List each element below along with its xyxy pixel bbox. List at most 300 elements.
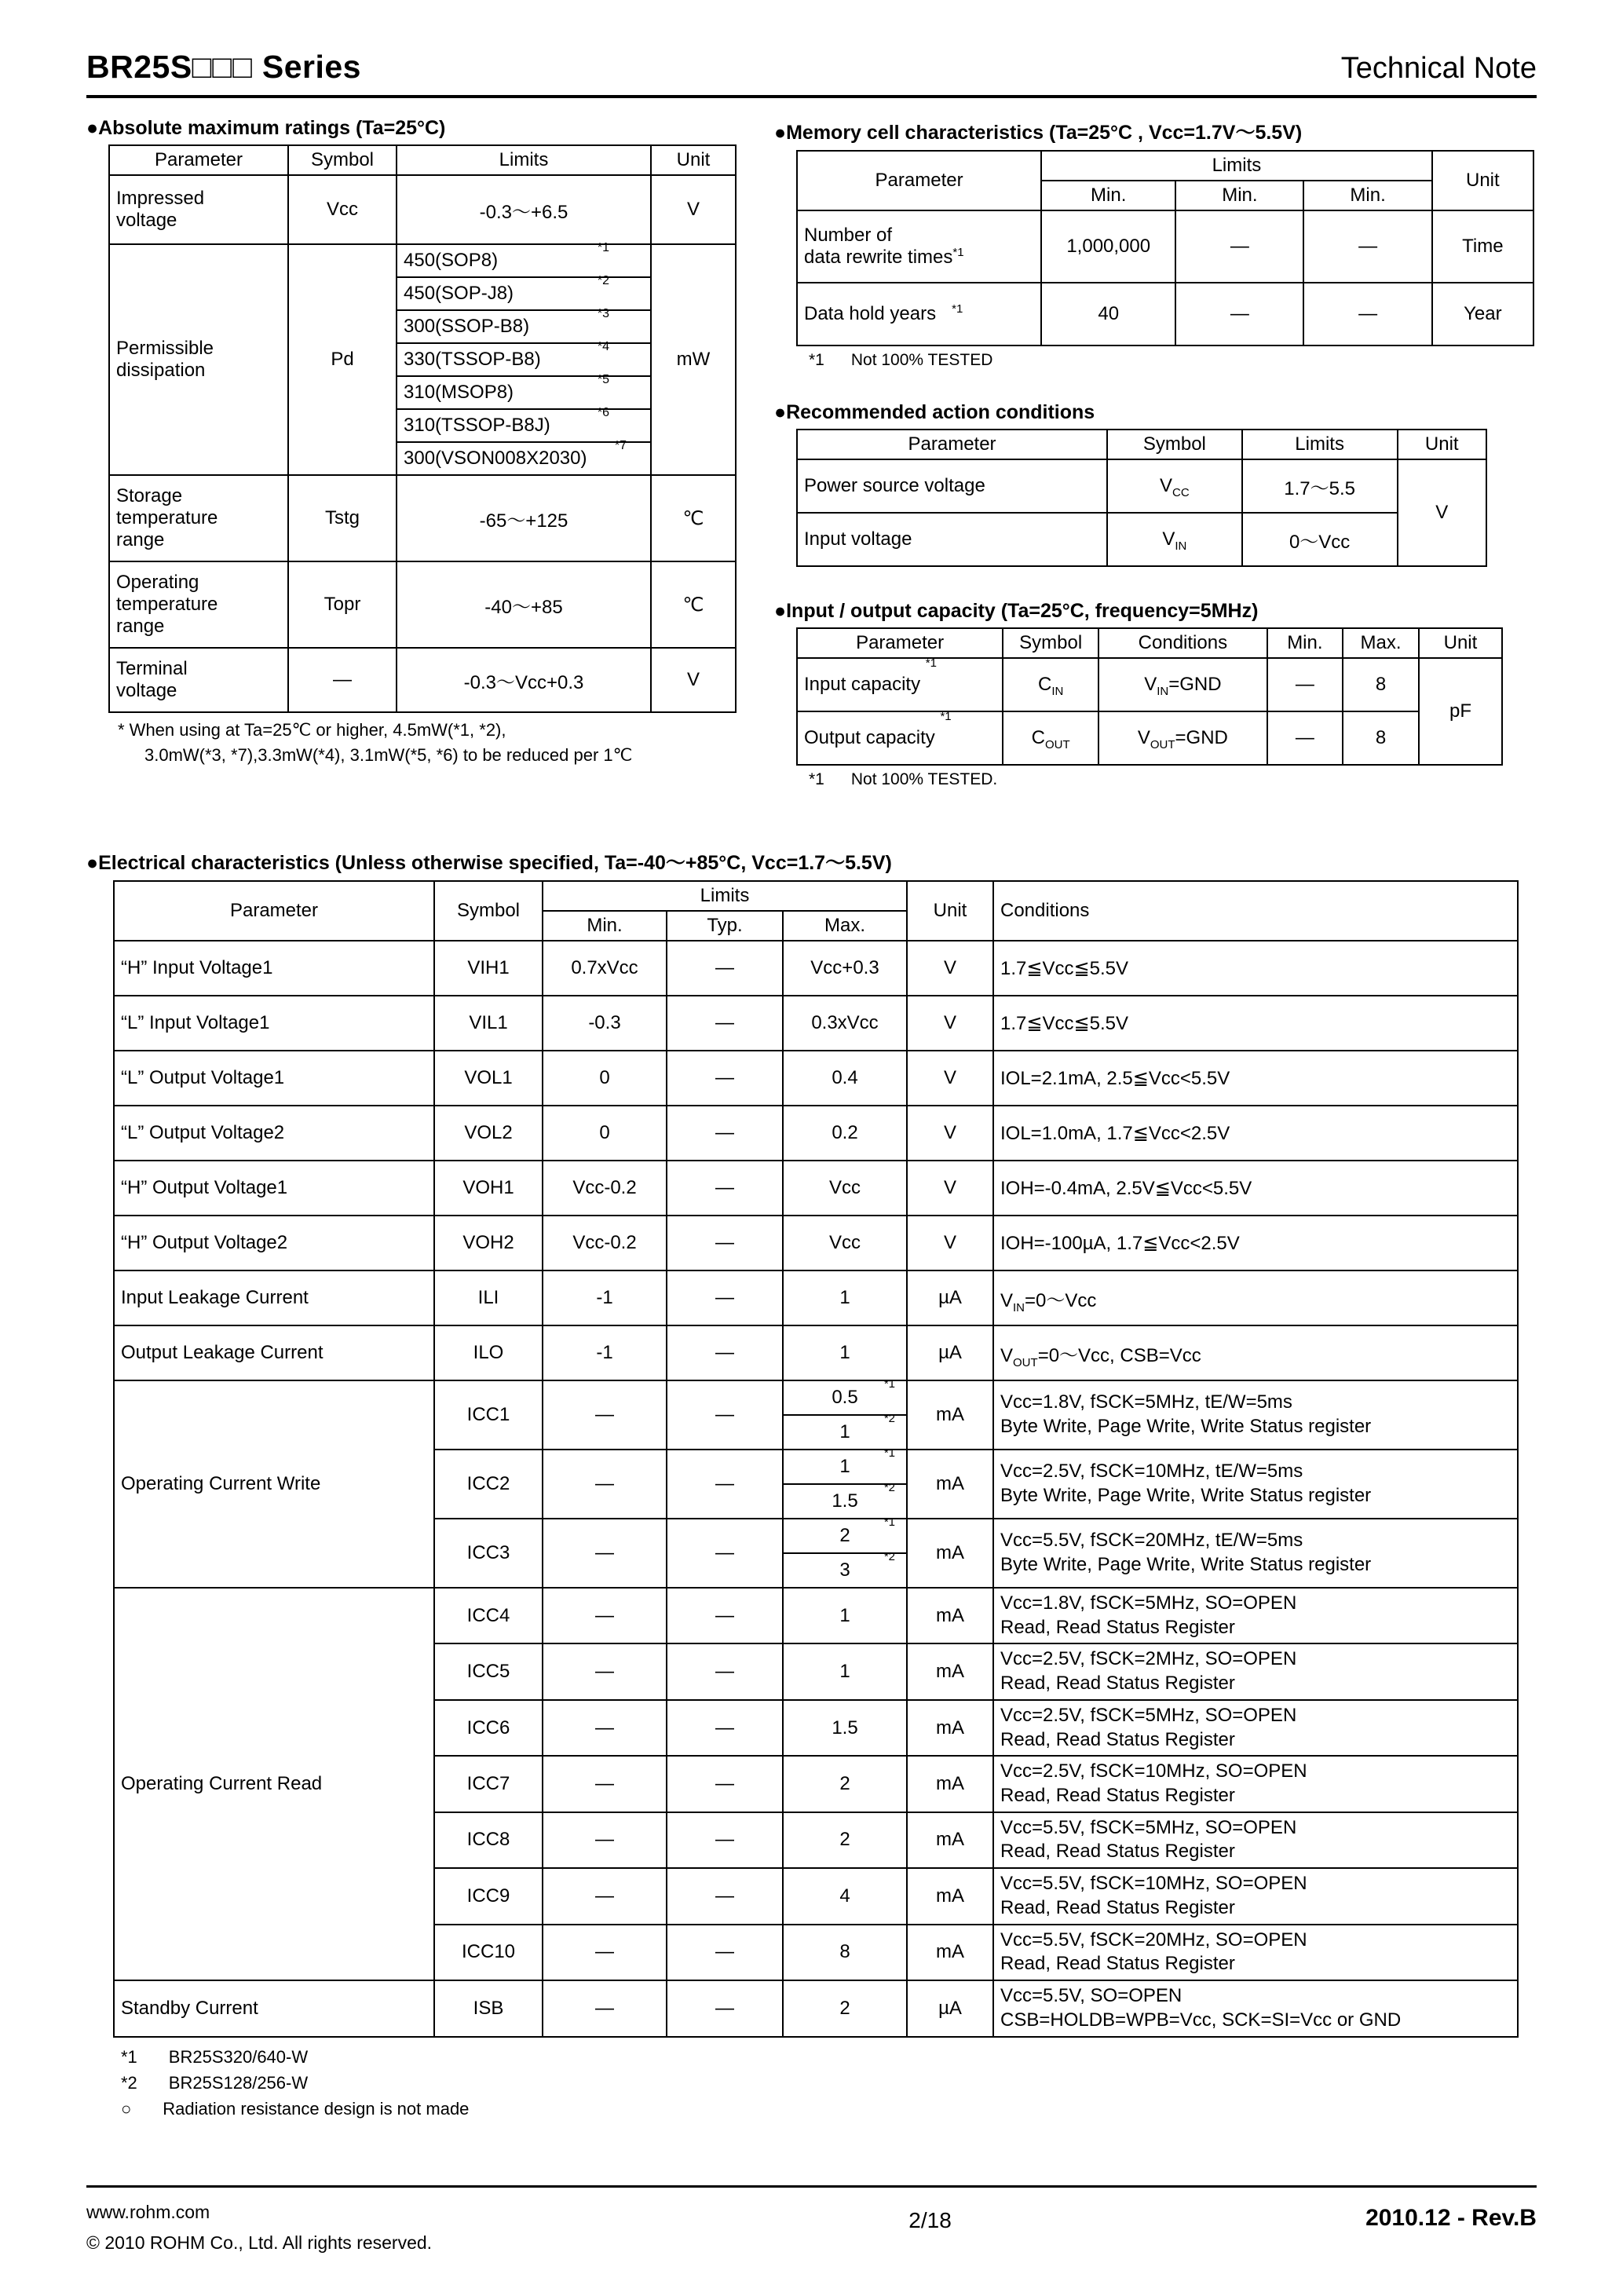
col-header-min-3: Min. xyxy=(1303,181,1431,210)
rec-row-input-voltage-limits: 0～Vcc xyxy=(1242,513,1398,566)
ec-cond-line2: Read, Read Status Register xyxy=(1000,1728,1235,1750)
footer-left xyxy=(86,2197,495,2258)
recommended-caption: ●Recommended action conditions xyxy=(774,401,1095,423)
ec-row-unit: mA xyxy=(907,1756,993,1812)
ec-row-max: 1 xyxy=(783,1270,907,1325)
abs-row-storage-temp-parameter: Storage temperature range xyxy=(109,475,288,561)
rec-row-power-source-limits: 1.7～5.5 xyxy=(1242,459,1398,513)
abs-package-limit: 450(SOP-J8) *2 xyxy=(397,277,651,310)
abs-row-permissible-dissipation-parameter: Permissible dissipation xyxy=(109,244,288,475)
io-row-output-capacity-max: 8 xyxy=(1343,711,1419,765)
ec-row-conditions: IOH=-0.4mA, 2.5V≦Vcc<5.5V xyxy=(993,1161,1518,1216)
electrical-footnote-1 xyxy=(121,2044,1537,2070)
footnote-text: BR25S128/256-W xyxy=(168,2072,309,2093)
ec-row-max: 2 xyxy=(783,1756,907,1812)
ec-row-typ: — xyxy=(667,996,783,1051)
ec-cond-line1: Vcc=5.5V, fSCK=20MHz, SO=OPEN xyxy=(1000,1929,1307,1951)
upper-columns xyxy=(86,117,1537,789)
table-row xyxy=(114,1325,1518,1380)
ec-cond-line1: Vcc=5.5V, fSCK=5MHz, SO=OPEN xyxy=(1000,1816,1297,1838)
footer-url[interactable]: www.rohm.com xyxy=(86,2201,210,2222)
memory-cell-caption: ●Memory cell characteristics (Ta=25°C , Vcc=1.7V～5.5V) xyxy=(774,122,1303,144)
abs-row-storage-temp-limits: -65～+125 xyxy=(397,475,651,561)
ec-row-unit: V xyxy=(907,941,993,996)
col-header-min: Min. xyxy=(543,911,667,941)
col-header-unit: Unit xyxy=(1398,430,1486,459)
memory-cell-footnote-text: Not 100% TESTED xyxy=(850,351,993,369)
abs-package-limit: 300(SSOP-B8) *3 xyxy=(397,310,651,343)
page-footer xyxy=(86,2185,1537,2258)
col-header-min-2: Min. xyxy=(1175,181,1303,210)
left-column xyxy=(86,117,737,789)
rec-row-power-source-symbol: $V_{CC}$ xyxy=(1107,459,1242,513)
footer-copyright: © 2010 ROHM Co., Ltd. All rights reserved. xyxy=(86,2232,433,2253)
ec-row-conditions xyxy=(993,1450,1518,1519)
ec-row-symbol: ICC10 xyxy=(434,1925,543,1980)
ec-row-symbol: ICC2 xyxy=(434,1450,543,1519)
ec-row-max: 1 xyxy=(783,1588,907,1643)
col-header-limits-group: Limits xyxy=(1041,151,1432,181)
abs-package-limit: 310(TSSOP-B8J) *6 xyxy=(397,409,651,442)
abs-row-permissible-dissipation-symbol: Pd xyxy=(288,244,397,475)
ec-row-conditions: IOH=-100µA, 1.7≦Vcc<2.5V xyxy=(993,1216,1518,1270)
io-row-output-capacity-parameter: Output capacity *1 xyxy=(797,711,1003,765)
ec-row-unit: µA xyxy=(907,1270,993,1325)
ec-row-symbol: ILO xyxy=(434,1325,543,1380)
ec-row-min: -0.3 xyxy=(543,996,667,1051)
title-placeholder-squares: □□□ xyxy=(192,49,253,85)
table-row xyxy=(114,1588,1518,1643)
mem-row-rewrite-times-unit: Time xyxy=(1432,210,1533,283)
electrical-characteristics-section xyxy=(86,847,1537,2122)
ec-row-min: — xyxy=(543,1980,667,2036)
col-header-max: Max. xyxy=(1343,628,1419,658)
rec-row-input-voltage-symbol: $V_{IN}$ xyxy=(1107,513,1242,566)
ec-row-symbol: ICC6 xyxy=(434,1700,543,1756)
document-type-label: Technical Note xyxy=(1340,52,1537,85)
ec-row-symbol: VOH1 xyxy=(434,1161,543,1216)
electrical-footnote-3 xyxy=(121,2096,1537,2122)
ec-row-conditions xyxy=(993,1812,1518,1868)
ec-row-min: — xyxy=(543,1519,667,1588)
ec-row-unit: V xyxy=(907,996,993,1051)
ec-row-symbol: ICC5 xyxy=(434,1643,543,1699)
ec-row-typ: — xyxy=(667,1756,783,1812)
footnote-text: Radiation resistance design is not made xyxy=(163,2098,470,2119)
ec-row-param: Output Leakage Current xyxy=(114,1325,434,1380)
io-row-input-capacity-parameter: Input capacity *1 xyxy=(797,658,1003,711)
memory-cell-footnote xyxy=(809,351,1537,370)
ec-row-symbol: ICC1 xyxy=(434,1380,543,1450)
ec-row-max: 0.2 xyxy=(783,1106,907,1161)
ec-cond-line1: Vcc=1.8V, fSCK=5MHz, tE/W=5ms xyxy=(1000,1391,1292,1413)
ec-row-max: 4 xyxy=(783,1868,907,1924)
table-row xyxy=(797,513,1486,566)
io-row-output-capacity-conditions: $V_{OUT}=GND$ xyxy=(1098,711,1267,765)
electrical-caption: ●Electrical characteristics (Unless otherwise specified, Ta=-40～+85°C, Vcc=1.7～5.5V) xyxy=(86,852,892,874)
table-row xyxy=(114,1980,1518,2036)
ec-row-min: — xyxy=(543,1450,667,1519)
table-row xyxy=(109,561,736,648)
ec-row-unit: V xyxy=(907,1161,993,1216)
header-divider xyxy=(86,95,1537,98)
title-suffix: Series xyxy=(252,49,361,85)
col-header-symbol: Symbol xyxy=(1003,628,1098,658)
ec-row-symbol: VOH2 xyxy=(434,1216,543,1270)
footnote-mark: *2 xyxy=(121,2072,137,2093)
ec-row-conditions: $V_{IN}=0\sim Vcc$ xyxy=(993,1270,1518,1325)
page-header xyxy=(86,0,1537,86)
ec-max-value-star2: 1 *2 xyxy=(839,1412,895,1442)
revision-label: 2010.12 - Rev.B xyxy=(1365,2204,1537,2231)
ec-row-min: -1 xyxy=(543,1325,667,1380)
table-row xyxy=(114,996,1518,1051)
mem-row-rewrite-times-min2: — xyxy=(1175,210,1303,283)
col-header-limits: Limits xyxy=(1242,430,1398,459)
ec-row-max: 2 xyxy=(783,1812,907,1868)
ec-row-unit: V xyxy=(907,1216,993,1270)
ec-row-typ: — xyxy=(667,1450,783,1519)
abs-row-impressed-voltage-symbol: Vcc xyxy=(288,175,397,244)
ec-row-min: -1 xyxy=(543,1270,667,1325)
ec-row-param: “L” Output Voltage1 xyxy=(114,1051,434,1106)
ec-row-min: — xyxy=(543,1868,667,1924)
ec-row-conditions: 1.7≦Vcc≦5.5V xyxy=(993,941,1518,996)
ec-max-value-star1: 2 *1 xyxy=(784,1519,906,1554)
ec-row-typ: — xyxy=(667,1325,783,1380)
ec-row-unit: µA xyxy=(907,1325,993,1380)
ec-row-max: 8 xyxy=(783,1925,907,1980)
footnote-mark: *1 xyxy=(121,2046,137,2067)
mem-row-data-hold-min2: — xyxy=(1175,283,1303,345)
mem-row-data-hold-unit: Year xyxy=(1432,283,1533,345)
right-column xyxy=(774,117,1537,789)
io-row-input-capacity-conditions: $V_{IN}=GND$ xyxy=(1098,658,1267,711)
ec-row-max: 0.4 xyxy=(783,1051,907,1106)
abs-row-operating-temp-parameter: Operating temperature range xyxy=(109,561,288,648)
ec-row-symbol: VIH1 xyxy=(434,941,543,996)
table-header-row xyxy=(109,145,736,175)
ec-row-min: Vcc-0.2 xyxy=(543,1161,667,1216)
ec-row-param: “H” Input Voltage1 xyxy=(114,941,434,996)
mem-row-rewrite-times-min3: — xyxy=(1303,210,1431,283)
mem-row-rewrite-times-parameter: Number of data rewrite times$^{*1}$ xyxy=(797,210,1041,283)
table-row xyxy=(797,459,1486,513)
table-row xyxy=(109,475,736,561)
ec-row-max: 2 xyxy=(783,1980,907,2036)
ec-cond-line2: Read, Read Status Register xyxy=(1000,1673,1235,1695)
recommended-action-conditions-table xyxy=(796,429,1487,567)
footnote-mark: ○ xyxy=(121,2098,132,2119)
ec-row-conditions xyxy=(993,1643,1518,1699)
ec-row-unit: mA xyxy=(907,1588,993,1643)
ec-cond-line1: Vcc=2.5V, fSCK=10MHz, tE/W=5ms xyxy=(1000,1461,1303,1483)
ec-max-value-star1: 1 *1 xyxy=(784,1450,906,1485)
col-header-min-1: Min. xyxy=(1041,181,1175,210)
abs-row-storage-temp-unit: ℃ xyxy=(651,475,736,561)
abs-row-impressed-voltage-parameter: Impressed voltage xyxy=(109,175,288,244)
abs-row-terminal-voltage-unit: V xyxy=(651,648,736,712)
ec-cond-line2: Byte Write, Page Write, Write Status register xyxy=(1000,1416,1372,1437)
table-row xyxy=(797,283,1533,345)
col-header-limits-group: Limits xyxy=(543,881,907,911)
ec-row-conditions: $V_{OUT}=0\sim Vcc$, CSB=Vcc xyxy=(993,1325,1518,1380)
ec-row-min: — xyxy=(543,1380,667,1450)
col-header-parameter: Parameter xyxy=(109,145,288,175)
ec-cond-line2: Read, Read Status Register xyxy=(1000,1841,1235,1863)
ec-cond-line1: Vcc=2.5V, fSCK=10MHz, SO=OPEN xyxy=(1000,1760,1307,1782)
abs-row-terminal-voltage-parameter: Terminal voltage xyxy=(109,648,288,712)
ec-row-typ: — xyxy=(667,1106,783,1161)
memory-cell-footnote-mark: *1 xyxy=(809,351,824,369)
abs-row-terminal-voltage-limits: -0.3～Vcc+0.3 xyxy=(397,648,651,712)
ec-row-unit: V xyxy=(907,1051,993,1106)
ec-row-conditions xyxy=(993,1588,1518,1643)
table-row xyxy=(109,244,736,277)
table-row xyxy=(797,711,1502,765)
ec-row-symbol: ICC7 xyxy=(434,1756,543,1812)
col-header-parameter: Parameter xyxy=(797,151,1041,210)
rec-row-input-voltage-parameter: Input voltage xyxy=(797,513,1107,566)
col-header-min: Min. xyxy=(1267,628,1343,658)
ec-row-unit: mA xyxy=(907,1925,993,1980)
title-prefix: BR25S xyxy=(86,49,192,85)
ec-row-max: 0.3xVcc xyxy=(783,996,907,1051)
ec-row-conditions xyxy=(993,1980,1518,2036)
col-header-typ: Typ. xyxy=(667,911,783,941)
abs-row-permissible-dissipation-unit: mW xyxy=(651,244,736,475)
ec-row-typ: — xyxy=(667,1643,783,1699)
abs-row-operating-temp-unit: ℃ xyxy=(651,561,736,648)
table-row xyxy=(797,210,1533,283)
ec-row-min: — xyxy=(543,1700,667,1756)
col-header-parameter: Parameter xyxy=(797,628,1003,658)
col-header-unit: Unit xyxy=(1432,151,1533,210)
io-row-input-capacity-max: 8 xyxy=(1343,658,1419,711)
ec-row-max: Vcc xyxy=(783,1161,907,1216)
io-footnote-text: Not 100% TESTED. xyxy=(850,770,998,788)
ec-row-conditions xyxy=(993,1519,1518,1588)
ec-cond-line1: Vcc=2.5V, fSCK=2MHz, SO=OPEN xyxy=(1000,1648,1297,1670)
ec-row-typ: — xyxy=(667,1051,783,1106)
ec-row-typ: — xyxy=(667,1519,783,1588)
ec-row-standby-param: Standby Current xyxy=(114,1980,434,2036)
ec-row-typ: — xyxy=(667,1380,783,1450)
mem-row-data-hold-parameter: Data hold years $^{*1}$ xyxy=(797,283,1041,345)
ec-max-value-star1: 0.5 *1 xyxy=(784,1381,906,1416)
ec-row-unit: µA xyxy=(907,1980,993,2036)
ec-row-max-split xyxy=(783,1446,907,1519)
table-row xyxy=(114,1270,1518,1325)
ec-row-param: “H” Output Voltage2 xyxy=(114,1216,434,1270)
ec-row-conditions xyxy=(993,1868,1518,1924)
table-header-row xyxy=(797,151,1533,181)
input-output-capacity-table xyxy=(796,627,1503,766)
abs-row-operating-temp-limits: -40～+85 xyxy=(397,561,651,648)
col-header-limits: Limits xyxy=(397,145,651,175)
ec-row-min: — xyxy=(543,1643,667,1699)
col-header-parameter: Parameter xyxy=(114,881,434,941)
ec-row-conditions xyxy=(993,1756,1518,1812)
ec-row-symbol: ICC3 xyxy=(434,1519,543,1588)
col-header-unit: Unit xyxy=(1419,628,1502,658)
ec-row-typ: — xyxy=(667,1980,783,2036)
ec-row-min: 0.7xVcc xyxy=(543,941,667,996)
ec-row-max: 1 xyxy=(783,1325,907,1380)
rec-row-power-source-parameter: Power source voltage xyxy=(797,459,1107,513)
io-footnote-mark: *1 xyxy=(809,770,824,788)
ec-max-value-star2: 3 *2 xyxy=(839,1550,895,1581)
abs-row-terminal-voltage-symbol: — xyxy=(288,648,397,712)
ec-row-max: 1.5 xyxy=(783,1700,907,1756)
ec-cond-line2: Byte Write, Page Write, Write Status register xyxy=(1000,1554,1372,1575)
ec-cond-line1: Vcc=5.5V, SO=OPEN xyxy=(1000,1985,1183,2007)
col-header-unit: Unit xyxy=(907,881,993,941)
rec-unit: V xyxy=(1398,459,1486,566)
ec-cond-line2: CSB=HOLDB=WPB=Vcc, SCK=SI=Vcc or GND xyxy=(1000,2009,1402,2031)
ec-row-min: — xyxy=(543,1812,667,1868)
ec-row-max-split xyxy=(783,1515,907,1588)
ec-row-typ: — xyxy=(667,1588,783,1643)
ec-cond-line1: Vcc=1.8V, fSCK=5MHz, SO=OPEN xyxy=(1000,1592,1297,1614)
ec-row-min: 0 xyxy=(543,1051,667,1106)
ec-row-typ: — xyxy=(667,941,783,996)
document-title xyxy=(86,49,361,86)
table-row xyxy=(114,941,1518,996)
ec-row-unit: mA xyxy=(907,1700,993,1756)
io-unit: pF xyxy=(1419,658,1502,765)
ec-row-symbol: ICC4 xyxy=(434,1588,543,1643)
ec-row-conditions: 1.7≦Vcc≦5.5V xyxy=(993,996,1518,1051)
ec-row-param: Input Leakage Current xyxy=(114,1270,434,1325)
abs-max-caption: ●Absolute maximum ratings (Ta=25°C) xyxy=(86,117,446,139)
ec-row-conditions xyxy=(993,1925,1518,1980)
ec-row-symbol: ISB xyxy=(434,1980,543,2036)
table-row xyxy=(114,1106,1518,1161)
ec-row-unit: V xyxy=(907,1106,993,1161)
table-row xyxy=(109,648,736,712)
ec-row-symbol: VIL1 xyxy=(434,996,543,1051)
ec-row-symbol: ILI xyxy=(434,1270,543,1325)
ec-row-min: — xyxy=(543,1756,667,1812)
table-row xyxy=(114,1380,1518,1450)
ec-row-typ: — xyxy=(667,1925,783,1980)
ec-row-typ: — xyxy=(667,1700,783,1756)
ec-row-unit: mA xyxy=(907,1643,993,1699)
mem-row-rewrite-times-min1: 1,000,000 xyxy=(1041,210,1175,283)
electrical-footnotes xyxy=(121,2044,1537,2122)
ec-row-param: “H” Output Voltage1 xyxy=(114,1161,434,1216)
table-row xyxy=(114,1161,1518,1216)
ec-row-conditions xyxy=(993,1380,1518,1450)
col-header-max: Max. xyxy=(783,911,907,941)
page-number: 2/18 xyxy=(908,2207,952,2232)
ec-row-min: 0 xyxy=(543,1106,667,1161)
io-row-input-capacity-min: — xyxy=(1267,658,1343,711)
mem-row-data-hold-min1: 40 xyxy=(1041,283,1175,345)
ec-row-symbol: ICC9 xyxy=(434,1868,543,1924)
ec-group-read-label: Operating Current Read xyxy=(114,1588,434,1980)
abs-package-limit: 450(SOP8) *1 xyxy=(397,244,651,277)
ec-row-symbol: VOL2 xyxy=(434,1106,543,1161)
abs-footnote-line1: * When using at Ta=25℃ or higher, 4.5mW(*1, *2), xyxy=(118,720,506,740)
io-row-output-capacity-symbol: $C_{OUT}$ xyxy=(1003,711,1098,765)
abs-row-storage-temp-symbol: Tstg xyxy=(288,475,397,561)
io-row-input-capacity-symbol: $C_{IN}$ xyxy=(1003,658,1098,711)
ec-cond-line2: Read, Read Status Register xyxy=(1000,1616,1235,1638)
col-header-symbol: Symbol xyxy=(434,881,543,941)
ec-row-unit: mA xyxy=(907,1868,993,1924)
ec-row-max: 1 xyxy=(783,1643,907,1699)
abs-max-footnote xyxy=(118,718,737,768)
ec-cond-line2: Read, Read Status Register xyxy=(1000,1896,1235,1918)
table-header-row xyxy=(114,881,1518,911)
ec-row-unit: mA xyxy=(907,1519,993,1588)
ec-cond-line2: Read, Read Status Register xyxy=(1000,1953,1235,1975)
ec-group-write-label: Operating Current Write xyxy=(114,1380,434,1588)
ec-row-typ: — xyxy=(667,1812,783,1868)
ec-row-max-split xyxy=(783,1377,907,1450)
memory-cell-characteristics-table xyxy=(796,150,1534,346)
table-header-row xyxy=(797,430,1486,459)
table-row xyxy=(114,1051,1518,1106)
ec-row-conditions: IOL=1.0mA, 1.7≦Vcc<2.5V xyxy=(993,1106,1518,1161)
col-header-symbol: Symbol xyxy=(1107,430,1242,459)
abs-row-operating-temp-symbol: Topr xyxy=(288,561,397,648)
ec-cond-line2: Read, Read Status Register xyxy=(1000,1785,1235,1807)
table-row xyxy=(109,175,736,244)
ec-row-min: — xyxy=(543,1925,667,1980)
ec-row-unit: mA xyxy=(907,1450,993,1519)
abs-package-limit: 300(VSON008X2030) *7 xyxy=(397,442,651,475)
ec-row-min: Vcc-0.2 xyxy=(543,1216,667,1270)
col-header-unit: Unit xyxy=(651,145,736,175)
abs-footnote-line2: 3.0mW(*3, *7),3.3mW(*4), 3.1mW(*5, *6) to be reduced per 1℃ xyxy=(144,744,633,765)
footer-divider xyxy=(86,2185,1537,2188)
electrical-characteristics-table xyxy=(113,880,1519,2038)
ec-cond-line1: Vcc=5.5V, fSCK=20MHz, tE/W=5ms xyxy=(1000,1530,1303,1552)
ec-row-conditions: IOL=2.1mA, 2.5≦Vcc<5.5V xyxy=(993,1051,1518,1106)
ec-row-param: “L” Input Voltage1 xyxy=(114,996,434,1051)
table-header-row xyxy=(797,628,1502,658)
ec-max-value-star2: 1.5 *2 xyxy=(832,1481,895,1512)
abs-package-limit: 330(TSSOP-B8) *4 xyxy=(397,343,651,376)
abs-row-impressed-voltage-limits: -0.3～+6.5 xyxy=(397,175,651,244)
table-row xyxy=(797,658,1502,711)
ec-row-typ: — xyxy=(667,1270,783,1325)
ec-row-typ: — xyxy=(667,1161,783,1216)
ec-row-param: “L” Output Voltage2 xyxy=(114,1106,434,1161)
ec-row-symbol: ICC8 xyxy=(434,1812,543,1868)
io-row-output-capacity-min: — xyxy=(1267,711,1343,765)
mem-row-data-hold-min3: — xyxy=(1303,283,1431,345)
ec-row-typ: — xyxy=(667,1216,783,1270)
ec-cond-line2: Byte Write, Page Write, Write Status register xyxy=(1000,1485,1372,1506)
footnote-text: BR25S320/640-W xyxy=(168,2046,309,2067)
abs-row-impressed-voltage-unit: V xyxy=(651,175,736,244)
ec-row-min: — xyxy=(543,1588,667,1643)
ec-row-unit: mA xyxy=(907,1812,993,1868)
electrical-footnote-2 xyxy=(121,2070,1537,2096)
ec-cond-line1: Vcc=2.5V, fSCK=5MHz, SO=OPEN xyxy=(1000,1704,1297,1726)
io-capacity-caption: ●Input / output capacity (Ta=25°C, frequency=5MHz) xyxy=(774,600,1259,622)
ec-cond-line1: Vcc=5.5V, fSCK=10MHz, SO=OPEN xyxy=(1000,1873,1307,1895)
table-row xyxy=(114,1216,1518,1270)
col-header-conditions: Conditions xyxy=(1098,628,1267,658)
abs-package-limit: 310(MSOP8) *5 xyxy=(397,376,651,409)
absolute-maximum-ratings-table xyxy=(108,144,737,713)
ec-row-max: Vcc xyxy=(783,1216,907,1270)
